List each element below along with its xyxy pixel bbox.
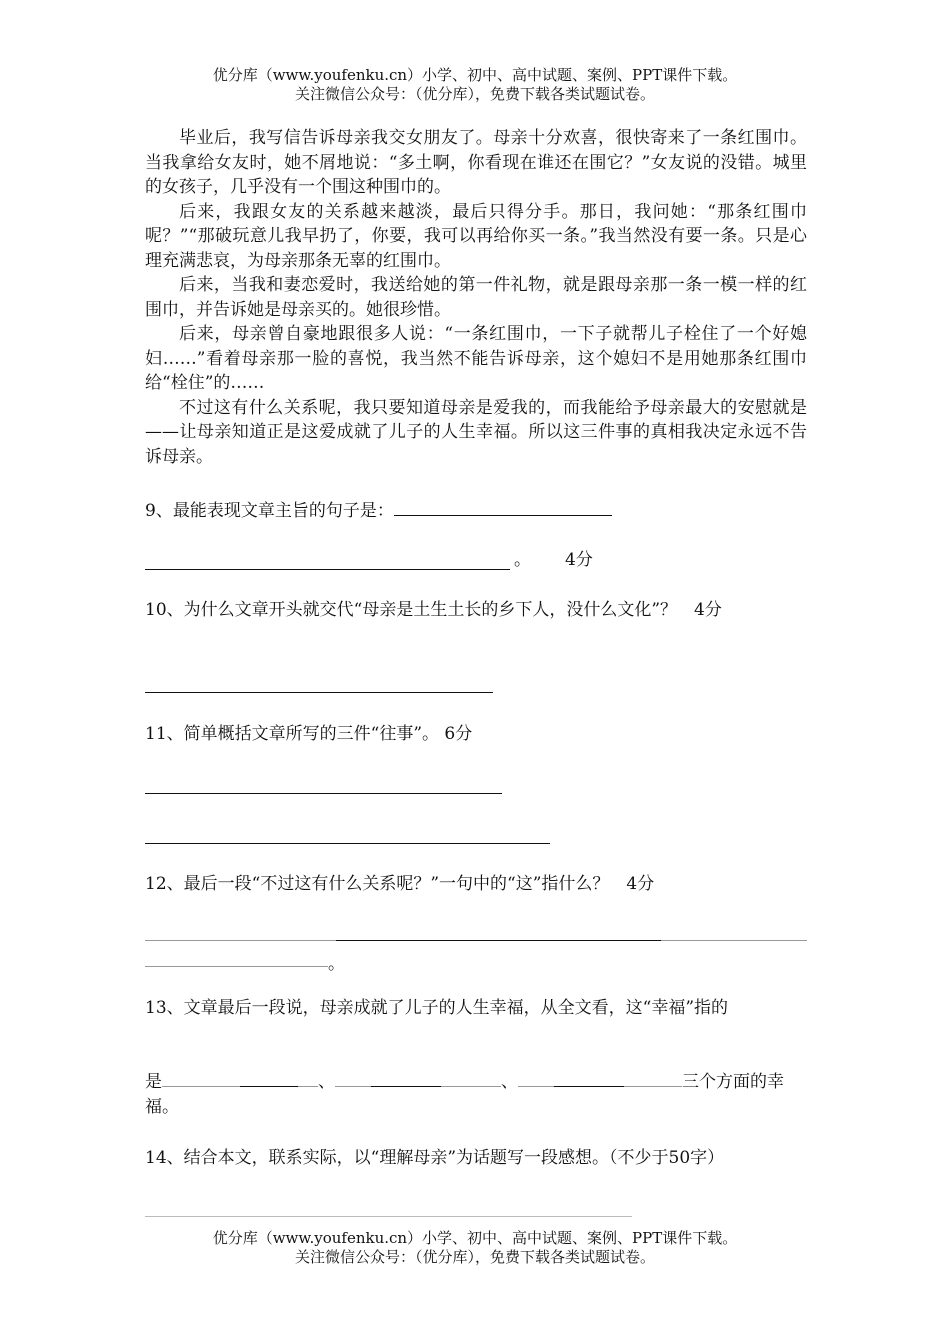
question-13-suffix: 三个方面的幸福。 [145, 1072, 784, 1117]
answer-blank[interactable] [554, 1085, 624, 1087]
question-11-text: 11、简单概括文章所写的三件“往事”。 6分 [145, 724, 473, 744]
footer-line-1: 优分库（www.youfenku.cn）小学、初中、高中试题、案例、PPT课件下载。 [212, 1229, 738, 1247]
question-13-sep: 、 [501, 1072, 518, 1092]
question-13-text: 13、文章最后一段说，母亲成就了儿子的人生幸福，从全文看，这“幸福”指的 [145, 998, 729, 1018]
answer-blank[interactable] [145, 843, 550, 844]
answer-blank-thin[interactable] [335, 1085, 371, 1087]
passage [145, 126, 807, 469]
question-13-sep: 、 [318, 1072, 335, 1092]
question-9-text: 9、最能表现文章主旨的句子是： [145, 501, 394, 521]
question-9-score: 4分 [565, 550, 593, 570]
question-12-end: 。 [328, 954, 345, 974]
passage-paragraph: 后来，母亲曾自豪地跟很多人说：“一条红围巾，一下子就帮儿子栓住了一个好媳妇……”看着母亲那一脸的喜悦，我当然不能告诉母亲，这个媳妇不是用她那条红围巾给“栓住”的…… [145, 324, 807, 393]
answer-blank-thin[interactable] [145, 966, 328, 967]
answer-blank-thin[interactable] [162, 1085, 240, 1087]
answer-blank[interactable] [394, 514, 612, 516]
footer-divider [145, 1216, 632, 1217]
answer-blank[interactable] [145, 569, 510, 570]
answer-blank-thin[interactable] [441, 1085, 501, 1087]
answer-blank[interactable] [336, 940, 661, 941]
question-12-text: 12、最后一段“不过这有什么关系呢？”一句中的“这”指什么？ 4分 [145, 874, 655, 894]
answer-blank[interactable] [145, 692, 493, 693]
question-13-answer-line [145, 1070, 807, 1119]
answer-blank[interactable] [371, 1085, 441, 1087]
question-9 [145, 499, 807, 524]
passage-paragraph: 不过这有什么关系呢，我只要知道母亲是爱我的，而我能给予母亲最大的安慰就是——让母亲知道正是这爱成就了儿子的人生幸福。所以这三件事的真相我决定永远不告诉母亲。 [145, 397, 807, 467]
question-14-text: 14、结合本文，联系实际，以“理解母亲”为话题写一段感想。（不少于50字） [145, 1148, 725, 1168]
passage-paragraph: 后来，我跟女友的关系越来越淡，最后只得分手。那日，我问她：“那条红围巾呢？”“那破玩意儿我早扔了，你要，我可以再给你买一条。”我当然没有要一条。只是心理充满悲哀，为母亲那条无辜的红围巾。 [145, 201, 807, 271]
header-line-2: 关注微信公众号：（优分库），免费下载各类试题试卷。 [294, 85, 655, 103]
question-13-prefix: 是 [145, 1072, 162, 1092]
footer-line-2: 关注微信公众号：（优分库），免费下载各类试题试卷。 [294, 1248, 655, 1266]
header-line-1: 优分库（www.youfenku.cn）小学、初中、高中试题、案例、PPT课件下载。 [212, 66, 738, 84]
question-10-text: 10、为什么文章开头就交代“母亲是土生土长的乡下人，没什么文化”？ 4分 [145, 600, 722, 620]
answer-blank-thin[interactable] [518, 1085, 554, 1087]
answer-blank[interactable] [145, 793, 502, 794]
answer-blank-thin[interactable] [624, 1085, 682, 1087]
question-9-end [514, 548, 714, 573]
passage-paragraph: 后来，当我和妻恋爱时，我送给她的第一件礼物，就是跟母亲那一条一模一样的红围巾，并告诉她是母亲买的。她很珍惜。 [145, 275, 807, 320]
page-header [0, 66, 950, 104]
answer-blank[interactable] [240, 1085, 298, 1087]
answer-blank-thin[interactable] [298, 1085, 318, 1087]
page-footer [0, 1229, 950, 1267]
question-9-period: 。 [514, 550, 531, 570]
passage-paragraph: 毕业后，我写信告诉母亲我交女朋友了。母亲十分欢喜，很快寄来了一条红围巾。当我拿给女友时，她不屑地说：“多土啊，你看现在谁还在围它？”女友说的没错。城里的女孩子，几乎没有一个围这种围巾的。 [145, 128, 807, 197]
